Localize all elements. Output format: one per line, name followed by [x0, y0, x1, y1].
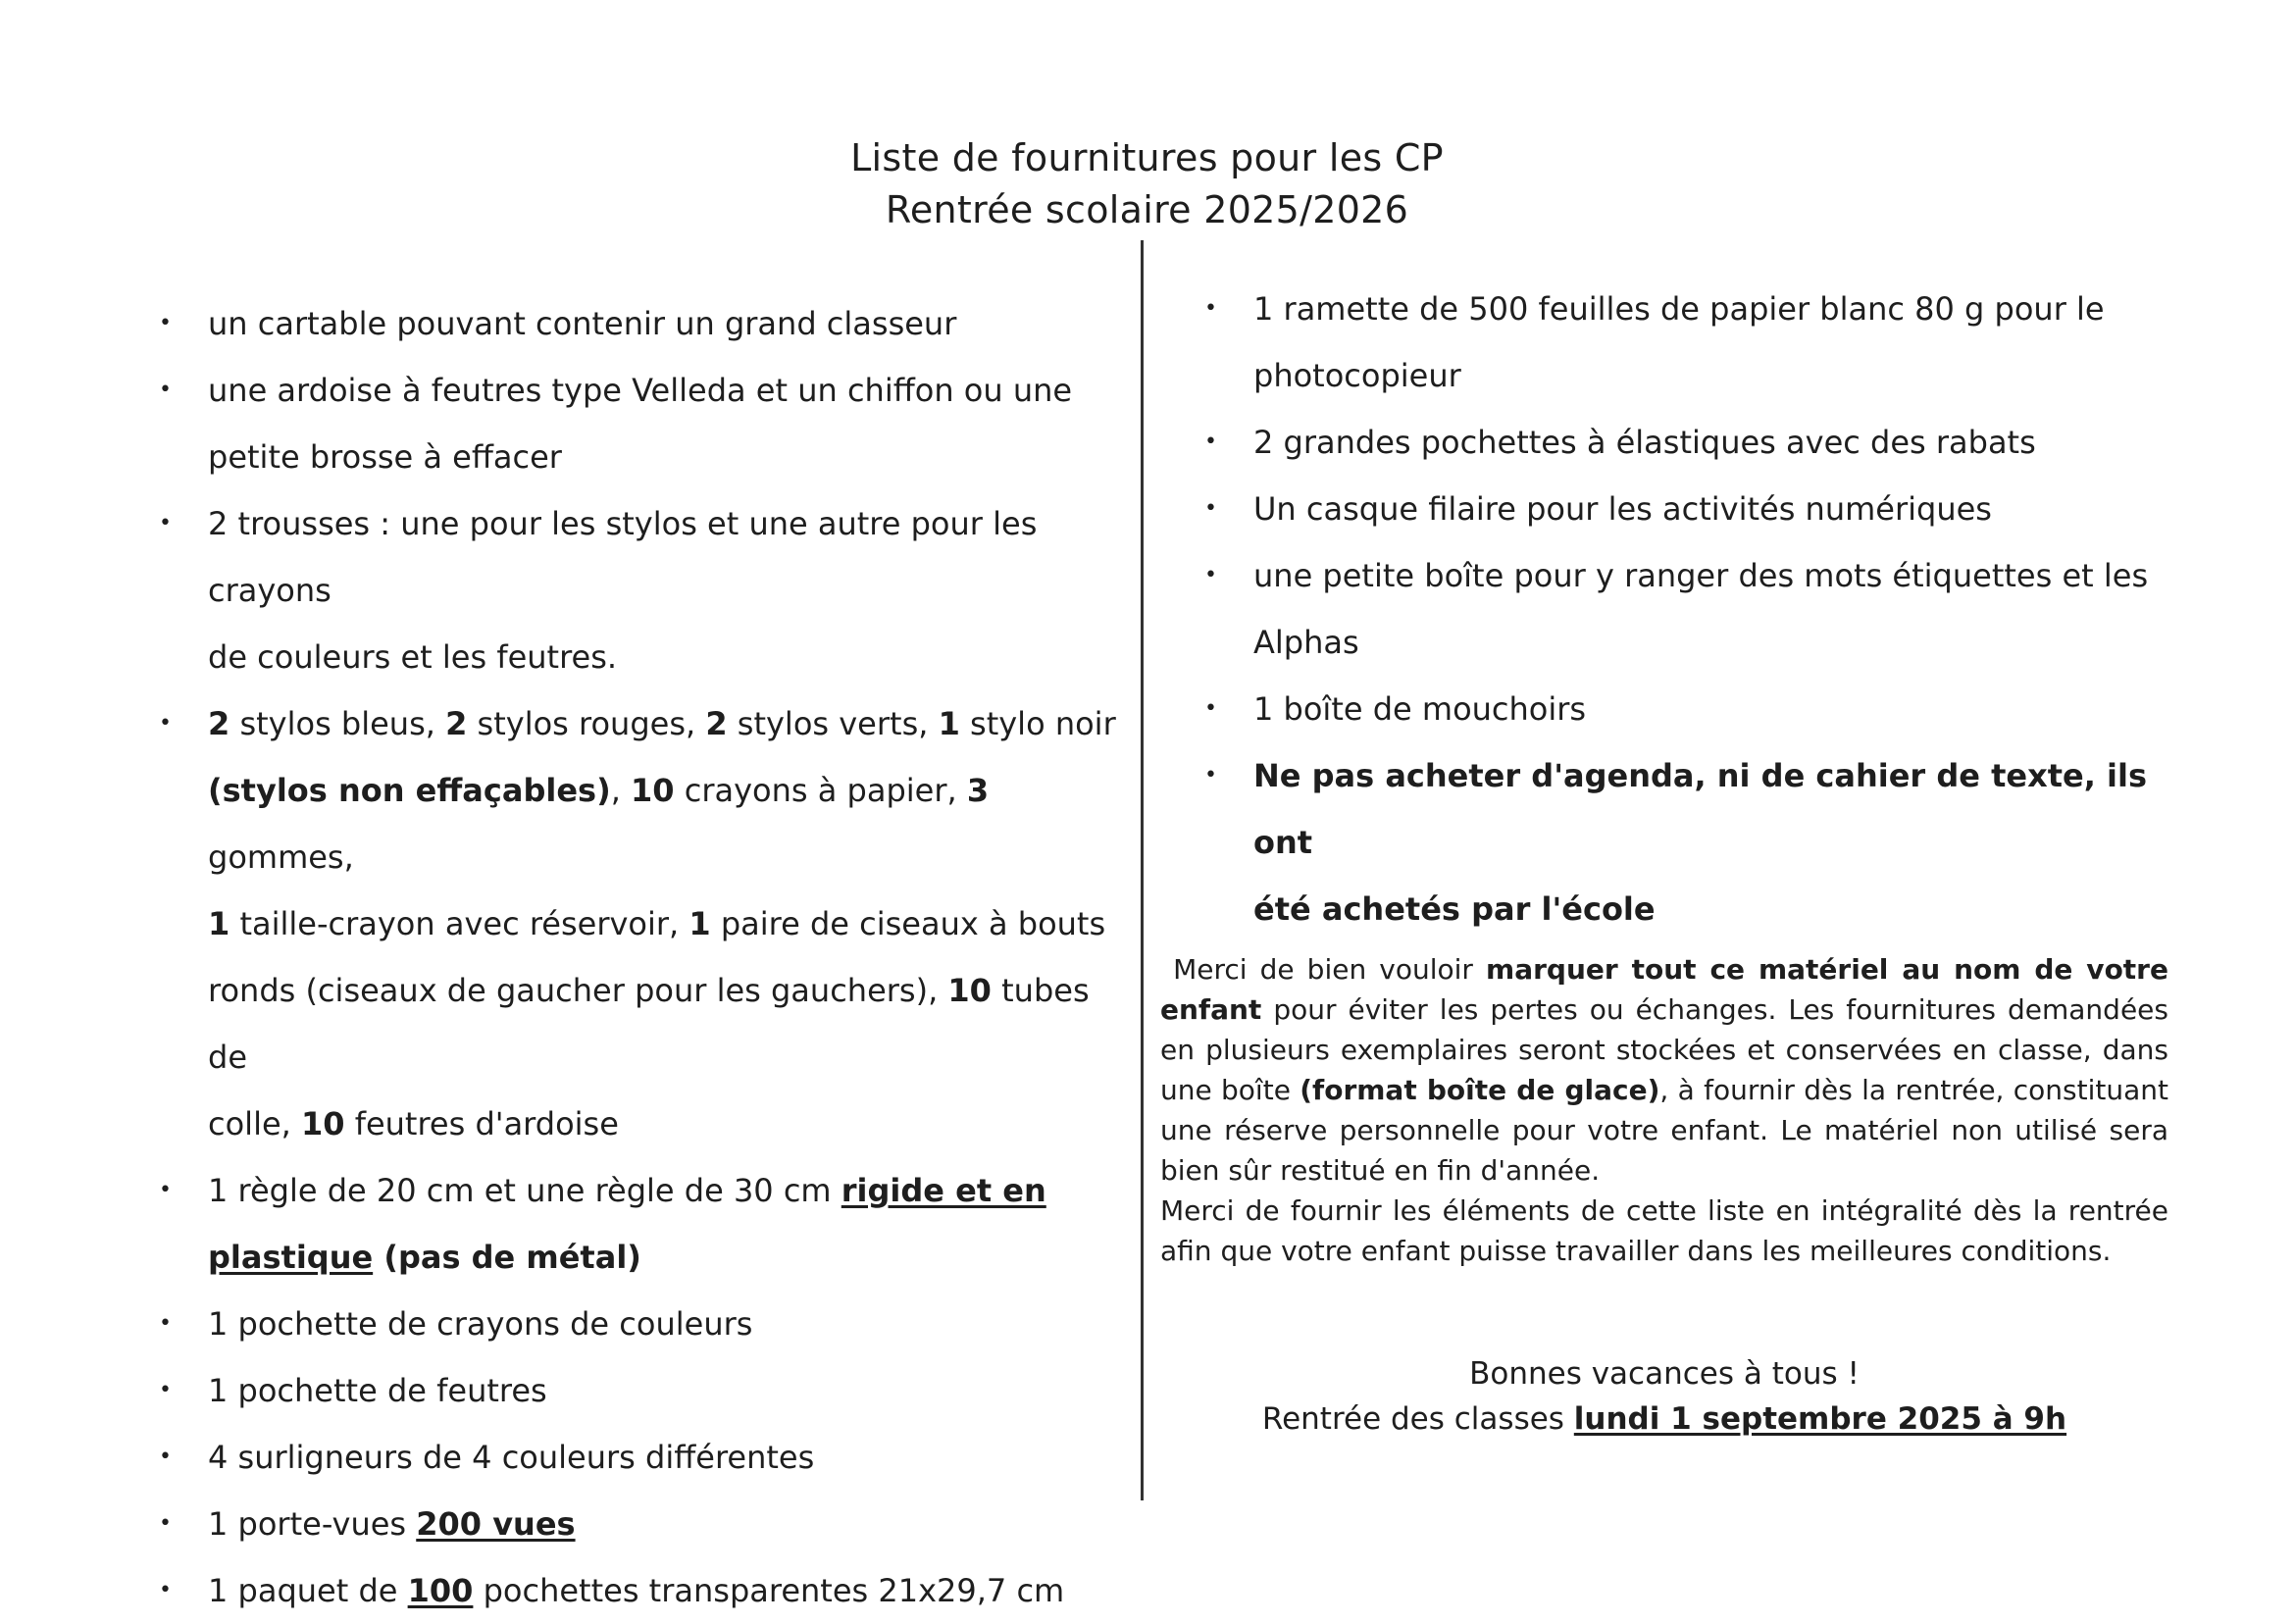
list-item: • 1 règle de 20 cm et une règle de 30 cm rigide et en plastique (pas de métal) — [208, 1157, 1120, 1291]
start-date: lundi 1 septembre 2025 à 9h — [1573, 1401, 2067, 1437]
list-item: • 2 trousses : une pour les stylos et une autre pour les crayons de couleurs et les feutres. — [208, 490, 1120, 690]
title-line-2: Rentrée scolaire 2025/2026 — [885, 188, 1409, 231]
left-supply-list — [208, 290, 1120, 1624]
list-item: • une ardoise à feutres type Velleda et un chiffon ou une petite brosse à effacer — [208, 357, 1120, 490]
list-item: • 2 grandes pochettes à élastiques avec des rabats — [1253, 409, 2215, 476]
list-item: • Ne pas acheter d'agenda, ni de cahier de texte, ils ont été achetés par l'école — [1253, 742, 2215, 942]
list-item: • 1 pochette de crayons de couleurs — [208, 1291, 1120, 1357]
list-item: • 1 paquet de 100 pochettes transparentes 21x29,7 cm — [208, 1557, 1120, 1624]
list-item: • un cartable pouvant contenir un grand classeur — [208, 290, 1120, 357]
column-divider — [1141, 240, 1144, 1500]
title-line-1: Liste de fournitures pour les CP — [850, 136, 1444, 179]
list-item: • 1 ramette de 500 feuilles de papier blanc 80 g pour le photocopieur — [1253, 276, 2215, 409]
parents-note — [1160, 949, 2168, 1271]
list-item: • 1 pochette de feutres — [208, 1357, 1120, 1424]
list-item: • 2 stylos bleus, 2 stylos rouges, 2 stylos verts, 1 stylo noir (stylos non effaçables), 10 crayons à papier, 3 gommes, 1 taille-crayon avec réservoir, 1 paire de ciseaux à bouts ronds (ciseaux de gaucher pour les gauchers), 10 tubes de colle, 10 feutres d'ardoise — [208, 690, 1120, 1157]
list-item: • 1 porte-vues 200 vues — [208, 1491, 1120, 1557]
list-item: • 1 boîte de mouchoirs — [1253, 676, 2215, 742]
list-item: • 4 surligneurs de 4 couleurs différentes — [208, 1424, 1120, 1491]
document-title — [0, 132, 2294, 236]
note-paragraph-1: Merci de bien vouloir marquer tout ce matériel au nom de votre enfant pour éviter les pertes ou échanges. Les fournitures demandées en plusieurs exemplaires seront stockées et conservées en classe, dans une boîte (format boîte de glace), à fournir dès la rentrée, constituant une réserve personnelle pour votre enfant. Le matériel non utilisé sera bien sûr restitué en fin d'année. — [1160, 953, 2168, 1187]
farewell-line-2: Rentrée des classes lundi 1 septembre 2025 à 9h — [1261, 1401, 2067, 1437]
farewell-message — [1160, 1351, 2168, 1442]
right-supply-list — [1253, 276, 2215, 942]
list-item: • une petite boîte pour y ranger des mots étiquettes et les Alphas — [1253, 542, 2215, 676]
farewell-line-1: Bonnes vacances à tous ! — [1469, 1356, 1860, 1392]
note-paragraph-2: Merci de fournir les éléments de cette liste en intégralité dès la rentrée afin que votre enfant puisse travailler dans les meilleures conditions. — [1160, 1194, 2168, 1267]
list-item: • Un casque filaire pour les activités numériques — [1253, 476, 2215, 542]
